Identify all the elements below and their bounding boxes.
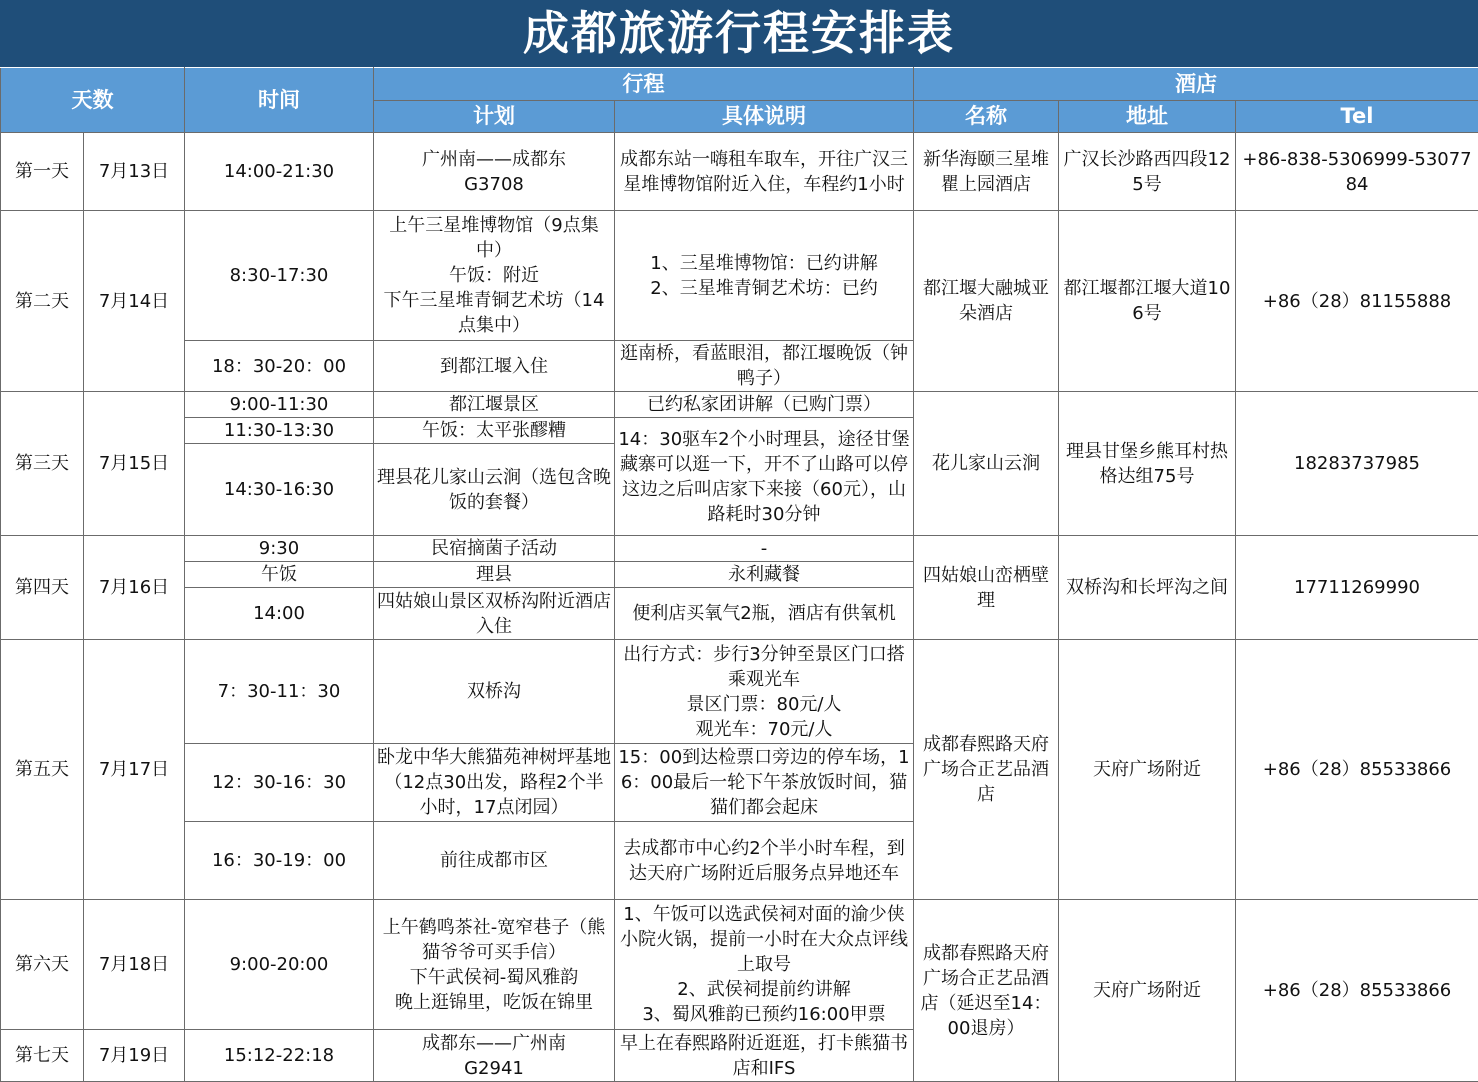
hotel-tel-cell: 17711269990 (1236, 536, 1478, 640)
time-cell: 15:12-22:18 (185, 1030, 374, 1082)
time-cell: 7：30-11：30 (185, 640, 374, 744)
detail-cell: 早上在春熙路附近逛逛，打卡熊猫书店和IFS (615, 1030, 914, 1082)
plan-cell: 卧龙中华大熊猫苑神树坪基地（12点30出发，路程2个半小时，17点闭园） (374, 744, 615, 822)
day-label: 第三天 (1, 392, 84, 536)
hotel-address-cell: 理县甘堡乡熊耳村热格达组75号 (1059, 392, 1236, 536)
day-label: 第七天 (1, 1030, 84, 1082)
day-label: 第一天 (1, 133, 84, 211)
day-label: 第二天 (1, 211, 84, 392)
plan-cell: 双桥沟 (374, 640, 615, 744)
header-hotel-name: 名称 (914, 101, 1059, 133)
plan-cell: 午饭：太平张醪糟 (374, 418, 615, 444)
time-cell: 8:30-17:30 (185, 211, 374, 341)
time-cell: 午饭 (185, 562, 374, 588)
time-cell: 14:00 (185, 588, 374, 640)
header-itinerary: 行程 (374, 68, 914, 101)
plan-cell: 成都东——广州南 G2941 (374, 1030, 615, 1082)
date-cell: 7月13日 (84, 133, 185, 211)
time-cell: 11:30-13:30 (185, 418, 374, 444)
hotel-tel-cell: +86（28）81155888 (1236, 211, 1478, 392)
time-cell: 9:00-20:00 (185, 900, 374, 1030)
table-row (1, 900, 1478, 1030)
hotel-tel-cell: +86-838-5306999-5307784 (1236, 133, 1478, 211)
plan-cell: 都江堰景区 (374, 392, 615, 418)
table-row (1, 392, 1478, 418)
hotel-address-cell: 双桥沟和长坪沟之间 (1059, 536, 1236, 640)
header-hotel-tel: Tel (1236, 101, 1478, 133)
detail-cell: - (615, 536, 914, 562)
detail-cell: 15：00到达检票口旁边的停车场，16：00最后一轮下午茶放饭时间，猫猫们都会起床 (615, 744, 914, 822)
time-cell: 18：30-20：00 (185, 341, 374, 392)
hotel-name-cell: 成都春熙路天府广场合正艺品酒店（延迟至14：00退房） (914, 900, 1059, 1082)
plan-cell: 到都江堰入住 (374, 341, 615, 392)
time-cell: 9:00-11:30 (185, 392, 374, 418)
detail-cell: 成都东站一嗨租车取车，开往广汉三星堆博物馆附近入住，车程约1小时 (615, 133, 914, 211)
date-cell: 7月17日 (84, 640, 185, 900)
table-row (1, 536, 1478, 562)
time-cell: 12：30-16：30 (185, 744, 374, 822)
day-label: 第六天 (1, 900, 84, 1030)
date-cell: 7月16日 (84, 536, 185, 640)
plan-cell: 上午鹤鸣茶社-宽窄巷子（熊猫爷爷可买手信） 下午武侯祠-蜀风雅韵 晚上逛锦里，吃饭在锦里 (374, 900, 615, 1030)
page-title: 成都旅游行程安排表 (0, 0, 1478, 67)
detail-cell: 永利藏餐 (615, 562, 914, 588)
plan-cell: 理县花儿家山云涧（选包含晚饭的套餐） (374, 444, 615, 536)
detail-cell: 1、午饭可以选武侯祠对面的渝少侠小院火锅，提前一小时在大众点评线上取号 2、武侯祠提前约讲解 3、蜀风雅韵已预约16:00甲票 (615, 900, 914, 1030)
hotel-address-cell: 天府广场附近 (1059, 900, 1236, 1082)
header-detail: 具体说明 (615, 101, 914, 133)
detail-cell: 1、三星堆博物馆：已约讲解 2、三星堆青铜艺术坊：已约 (615, 211, 914, 341)
itinerary-table (0, 67, 1478, 1082)
plan-cell: 上午三星堆博物馆（9点集中） 午饭：附近 下午三星堆青铜艺术坊（14点集中） (374, 211, 615, 341)
day-label: 第四天 (1, 536, 84, 640)
header-plan: 计划 (374, 101, 615, 133)
date-cell: 7月19日 (84, 1030, 185, 1082)
header-hotel: 酒店 (914, 68, 1478, 101)
time-cell: 16：30-19：00 (185, 822, 374, 900)
hotel-address-cell: 广汉长沙路西四段125号 (1059, 133, 1236, 211)
hotel-tel-cell: +86（28）85533866 (1236, 900, 1478, 1082)
plan-cell: 前往成都市区 (374, 822, 615, 900)
header-hotel-address: 地址 (1059, 101, 1236, 133)
plan-cell: 四姑娘山景区双桥沟附近酒店入住 (374, 588, 615, 640)
plan-cell: 广州南——成都东 G3708 (374, 133, 615, 211)
plan-cell: 理县 (374, 562, 615, 588)
hotel-tel-cell: +86（28）85533866 (1236, 640, 1478, 900)
table-row (1, 640, 1478, 744)
detail-cell: 14：30驱车2个小时理县，途径甘堡藏寨可以逛一下，开不了山路可以停这边之后叫店家下来接（60元），山路耗时30分钟 (615, 418, 914, 536)
hotel-address-cell: 天府广场附近 (1059, 640, 1236, 900)
detail-cell: 逛南桥，看蓝眼泪，都江堰晚饭（钟鸭子） (615, 341, 914, 392)
hotel-name-cell: 花儿家山云涧 (914, 392, 1059, 536)
time-cell: 14:00-21:30 (185, 133, 374, 211)
plan-cell: 民宿摘菌子活动 (374, 536, 615, 562)
table-row (1, 211, 1478, 341)
date-cell: 7月18日 (84, 900, 185, 1030)
detail-cell: 出行方式：步行3分钟至景区门口搭乘观光车 景区门票：80元/人 观光车：70元/人 (615, 640, 914, 744)
header-time: 时间 (185, 68, 374, 133)
table-row (1, 133, 1478, 211)
time-cell: 9:30 (185, 536, 374, 562)
detail-cell: 便利店买氧气2瓶，酒店有供氧机 (615, 588, 914, 640)
detail-cell: 已约私家团讲解（已购门票） (615, 392, 914, 418)
time-cell: 14:30-16:30 (185, 444, 374, 536)
detail-cell: 去成都市中心约2个半小时车程，到达天府广场附近后服务点异地还车 (615, 822, 914, 900)
date-cell: 7月15日 (84, 392, 185, 536)
hotel-tel-cell: 18283737985 (1236, 392, 1478, 536)
hotel-address-cell: 都江堰都江堰大道106号 (1059, 211, 1236, 392)
hotel-name-cell: 四姑娘山峦栖壁理 (914, 536, 1059, 640)
hotel-name-cell: 成都春熙路天府广场合正艺品酒店 (914, 640, 1059, 900)
header-day: 天数 (1, 68, 185, 133)
hotel-name-cell: 新华海颐三星堆瞿上园酒店 (914, 133, 1059, 211)
day-label: 第五天 (1, 640, 84, 900)
hotel-name-cell: 都江堰大融城亚朵酒店 (914, 211, 1059, 392)
date-cell: 7月14日 (84, 211, 185, 392)
